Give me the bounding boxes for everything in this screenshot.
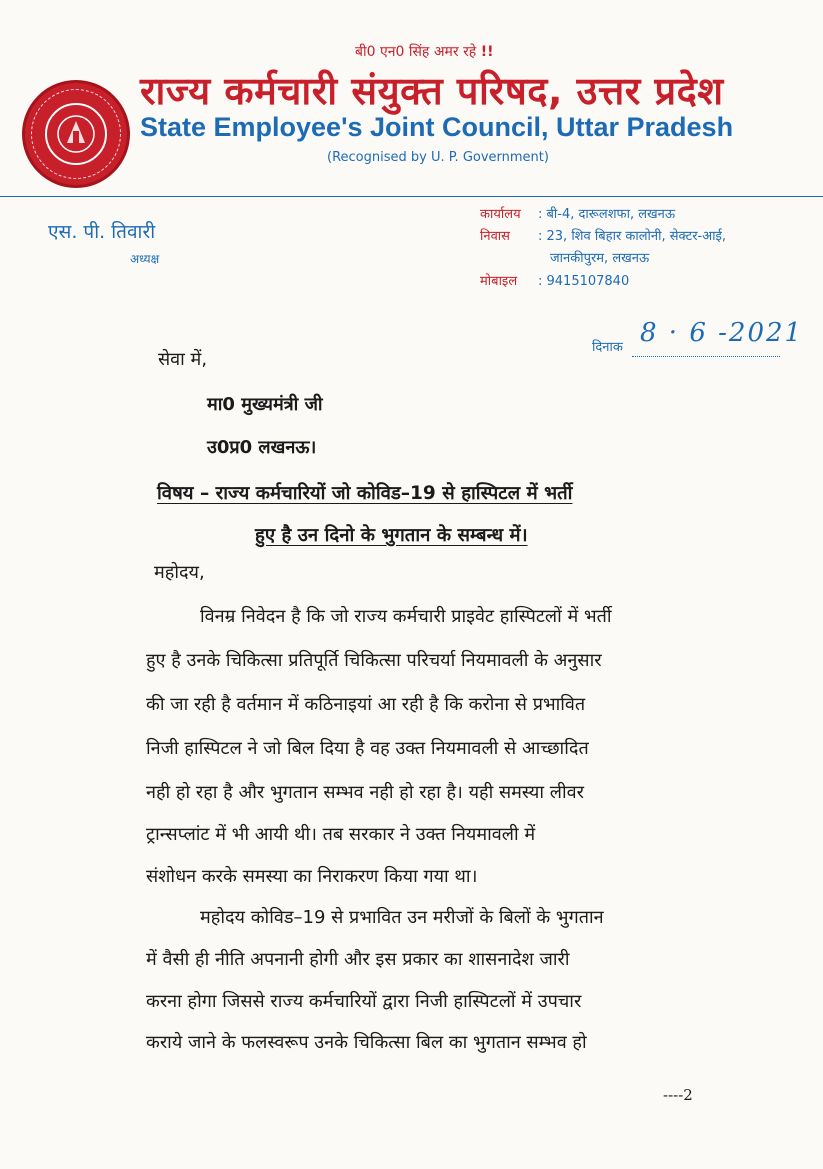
residence-line1: : 23, शिव बिहार कालोनी, सेक्टर-आई, [538, 229, 727, 244]
council-seal-icon [22, 80, 130, 188]
motto-text: बी0 एन0 सिंह अमर रहे [355, 44, 477, 60]
mobile-value: : 9415107840 [538, 274, 630, 289]
para1-line: निजी हास्पिटल ने जो बिल दिया है वह उक्त नियमावली से आच्छादित [146, 738, 589, 759]
mobile-label: मोबाइल [480, 274, 518, 289]
para1-line: की जा रही है वर्तमान में कठिनाइयां आ रही है कि करोना से प्रभावित [146, 694, 586, 715]
mobile-number [480, 271, 629, 289]
emblem-figure-icon [47, 105, 105, 163]
para2-line: में वैसी ही नीति अपनानी होगी और इस प्रकार का शासनादेश जारी [146, 949, 570, 970]
residence-address [480, 226, 726, 244]
motto-mark: !! [480, 44, 494, 60]
recognition-note: (Recognised by U. P. Government) [327, 150, 549, 165]
office-address [480, 204, 675, 222]
para2-line: करना होगा जिससे राज्य कर्मचारियों द्वारा निजी हास्पिटलों में उपचार [146, 991, 582, 1012]
residence-label: निवास [480, 229, 510, 244]
salutation: महोदय, [154, 562, 205, 583]
subject-line-2: हुए है उन दिनो के भुगतान के सम्बन्ध में। [255, 525, 528, 546]
org-name-hindi: राज्य कर्मचारी संयुक्त परिषद, उत्तर प्रदेश [140, 69, 724, 113]
date-label: दिनाक [592, 340, 623, 355]
date-underline [632, 356, 780, 357]
letter-location: उ0प्र0 लखनऊ। [207, 437, 317, 458]
office-value: : बी-4, दारूलशफा, लखनऊ [538, 207, 676, 222]
page-continuation: ----2 [663, 1086, 693, 1104]
para1-line: नही हो रहा है और भुगतान सम्भव नही हो रहा है। यही समस्या लीवर [146, 782, 584, 803]
sender-title: अध्यक्ष [130, 252, 160, 266]
office-label: कार्यालय [480, 207, 521, 222]
sender-name: एस. पी. तिवारी [48, 221, 156, 243]
header-divider [0, 196, 823, 197]
para1-line: विनम्र निवेदन है कि जो राज्य कर्मचारी प्राइवेट हास्पिटलों में भर्ती [200, 606, 612, 627]
para2-line: कराये जाने के फलस्वरूप उनके चिकित्सा बिल का भुगतान सम्भव हो [146, 1032, 587, 1053]
subject-line-1: विषय – राज्य कर्मचारियों जो कोविड–19 से हास्पिटल में भर्ती [157, 483, 573, 504]
para2-line: महोदय कोविड–19 से प्रभावित उन मरीजों के बिलों के भुगतान [200, 907, 604, 928]
seal-emblem [45, 103, 107, 165]
motto [355, 42, 493, 61]
letter-recipient: मा0 मुख्यमंत्री जी [207, 394, 323, 415]
para1-line: हुए है उनके चिकित्सा प्रतिपूर्ति चिकित्सा परिचर्या नियमावली के अनुसार [146, 650, 602, 671]
para1-line: संशोधन करके समस्या का निराकरण किया गया था। [146, 866, 478, 887]
org-name-english: State Employee's Joint Council, Uttar Pradesh [140, 112, 734, 142]
para1-line: ट्रान्सप्लांट में भी आयी थी। तब सरकार ने उक्त नियमावली में [146, 824, 536, 845]
date-value: 8 · 6 -2021 [640, 318, 804, 348]
residence-line2: जानकीपुरम, लखनऊ [550, 251, 650, 266]
letter-to: सेवा में, [158, 349, 208, 370]
